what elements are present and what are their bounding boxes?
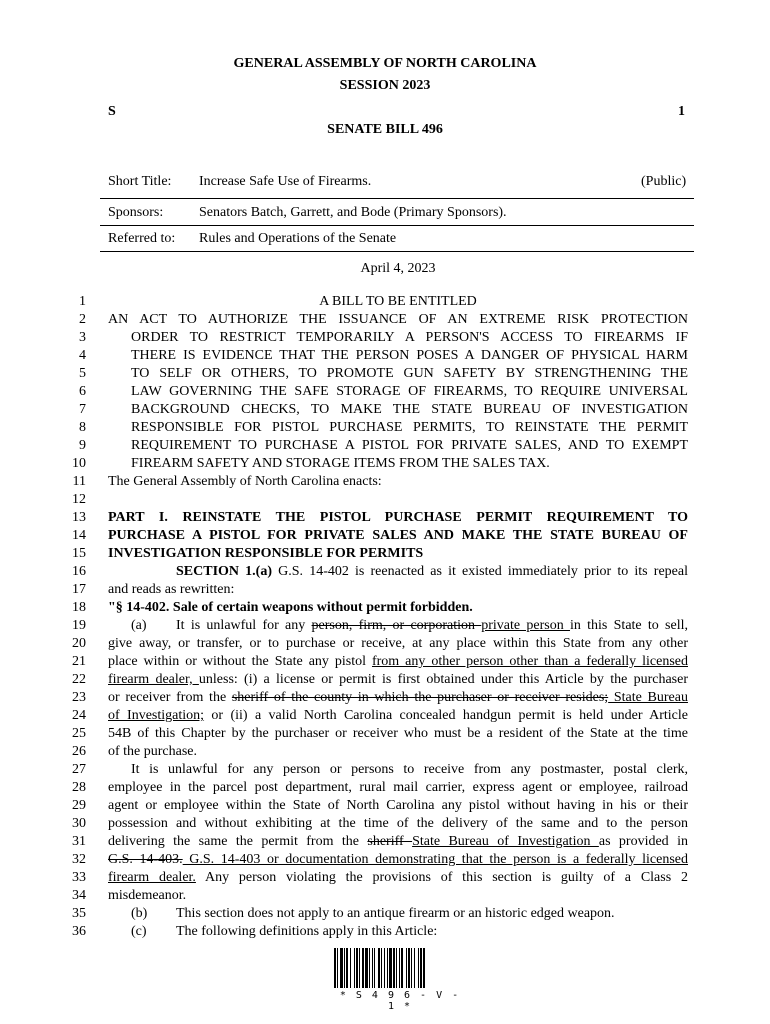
barcode-bar [399,948,400,988]
line-number: 27 [72,762,86,777]
barcode-bar [340,948,343,988]
line-number: 16 [72,564,86,579]
barcode-bar [408,948,410,988]
line-number: 20 [72,636,86,651]
section-line: and reads as rewritten: [108,582,235,597]
statute-line: It is unlawful for any person or persons to receive from any postmaster, postal clerk, [131,762,688,777]
statute-line [108,851,688,869]
line-number: 32 [72,852,86,867]
subsection-label: (c) [131,924,147,939]
line-number: 30 [72,816,86,831]
barcode-bar [365,948,368,988]
line-number: 12 [72,492,86,507]
meta-divider [100,225,694,226]
act-title-line: FIREARM SAFETY AND STORAGE ITEMS FROM THE SALES TAX. [131,456,550,471]
line-number: 11 [72,474,86,489]
struck-text: sheriff [367,834,413,849]
line-number: 25 [72,726,86,741]
act-title-line: TO SELF OR OTHERS, TO PROMOTE GUN SAFETY BY STRENGTHENING THE [131,366,688,381]
part-heading-line: PART I. REINSTATE THE PISTOL PURCHASE PERMIT REQUIREMENT TO [108,510,688,525]
line-number: 3 [79,330,86,345]
bill-date: April 4, 2023 [360,261,436,276]
line-number: 26 [72,744,86,759]
statute-line: give away, or transfer, or to purchase or receive, at any place within this State from any other [108,636,688,651]
inserted-text: from any other person other than a federally licensed [371,654,688,669]
statute-line [108,869,688,887]
line-number: 8 [79,420,86,435]
line-number: 13 [72,510,86,525]
barcode-bar [389,948,392,988]
text-run: in this State to sell, [569,618,688,633]
barcode-bar [359,948,360,988]
barcode-bar [337,948,338,988]
text-run: as provided in [598,834,688,849]
text-run: unless: (i) a license or permit is first obtained under this Article by the purchaser [198,672,688,687]
barcode-bar [423,948,425,988]
section-text: G.S. 14-402 is reenacted as it existed immediately prior to its repeal [272,564,688,579]
short-title-label: Short Title: [108,174,172,189]
inserted-text: State Bureau [608,690,688,705]
inserted-text: G.S. 14-403 or documentation demonstrating that the person is a federally licensed [182,852,689,867]
assembly-heading: GENERAL ASSEMBLY OF NORTH CAROLINA [233,56,537,71]
line-number: 14 [72,528,86,543]
line-number: 35 [72,906,86,921]
statute-line [108,689,688,707]
barcode-image [334,948,466,988]
statute-line: employee in the parcel post department, rural mail carrier, express agent or employee, railroad [108,780,688,795]
meta-divider [100,198,694,199]
barcode-bar [354,948,355,988]
text-run: Any person violating the provisions of this section is guilty of a Class 2 [195,870,688,885]
barcode-bar [350,948,351,988]
act-title-line: RESPONSIBLE FOR PISTOL PURCHASE PERMITS, TO REINSTATE THE PERMIT [131,420,688,435]
act-title-line: LAW GOVERNING THE SAFE STORAGE OF FIREARMS, TO REQUIRE UNIVERSAL [131,384,688,399]
text-run: delivering the same the permit from the [108,834,368,849]
bill-title: SENATE BILL 496 [327,122,443,137]
barcode-bar [369,948,370,988]
section-line [176,563,688,581]
short-title-value: Increase Safe Use of Firearms. [199,174,372,189]
line-number: 7 [79,402,86,417]
line-number: 1 [79,294,86,309]
barcode-bar [378,948,380,988]
subsection-label: (b) [131,906,148,921]
act-title-line: ORDER TO RESTRICT TEMPORARILY A PERSON'S ACCESS TO FIREARMS IF [131,330,688,345]
line-number: 29 [72,798,86,813]
line-number: 17 [72,582,86,597]
inserted-text: firearm dealer. [108,870,196,885]
statute-line [108,833,688,851]
barcode-bar [420,948,422,988]
subsection-label: (a) [131,618,147,633]
barcode-bar [396,948,397,988]
line-number: 19 [72,618,86,633]
statute-line [176,617,688,635]
sponsors-value: Senators Batch, Garrett, and Bode (Primary Sponsors). [199,205,507,220]
line-number: 6 [79,384,86,399]
barcode-bar [346,948,348,988]
statute-line [108,707,688,725]
statute-line: possession and without exhibiting at the time of the delivery of the same and to the person [108,816,688,831]
referred-value: Rules and Operations of the Senate [199,231,397,246]
barcode-bar [381,948,382,988]
line-number: 23 [72,690,86,705]
statute-line: This section does not apply to an antique firearm or an historic edged weapon. [176,906,615,921]
bill-entitled-heading: A BILL TO BE ENTITLED [319,294,477,309]
text-run: or (ii) a valid North Carolina concealed handgun permit is held under Article [204,708,688,723]
line-number: 33 [72,870,86,885]
barcode-bar [401,948,403,988]
chamber-letter: S [108,104,116,119]
barcode-text: * S 4 9 6 - V - 1 * [339,990,461,1012]
statute-line: agent or employee within the State of North Carolina any pistol without having in his or their [108,798,688,813]
version-number: 1 [678,104,685,119]
statute-line: The following definitions apply in this Article: [176,924,438,939]
line-number: 36 [72,924,86,939]
barcode-bar [411,948,412,988]
text-run: It is unlawful for any [176,618,312,633]
short-title-type: (Public) [641,174,687,189]
struck-text: person, firm, or corporation [311,618,482,633]
barcode-bar [414,948,415,988]
line-number: 31 [72,834,86,849]
barcode-bar [362,948,364,988]
line-number: 15 [72,546,86,561]
line-number: 10 [72,456,86,471]
inserted-text: private person [481,618,570,633]
line-number: 5 [79,366,86,381]
inserted-text: of Investigation; [108,708,205,723]
inserted-text: State Bureau of Investigation [412,834,599,849]
line-number: 28 [72,780,86,795]
barcode-bar [334,948,336,988]
meta-divider [100,251,694,252]
struck-text: sheriff of the county in which the purchaser or receiver resides; [231,690,609,705]
referred-label: Referred to: [108,231,176,246]
line-number: 2 [79,312,86,327]
act-title-line: BACKGROUND CHECKS, TO MAKE THE STATE BUREAU OF INVESTIGATION [131,402,688,417]
line-number: 34 [72,888,86,903]
enacting-clause: The General Assembly of North Carolina enacts: [108,474,382,489]
section-label: SECTION 1.(a) [176,564,272,579]
text-run: place within or without the State any pistol [108,654,372,669]
barcode-bar [384,948,385,988]
statute-line [108,671,688,689]
inserted-text: firearm dealer, [108,672,199,687]
line-number: 18 [72,600,86,615]
session-heading: SESSION 2023 [339,78,431,93]
sponsors-label: Sponsors: [108,205,164,220]
statute-heading: "§ 14-402. Sale of certain weapons without permit forbidden. [108,600,473,615]
part-heading-line: INVESTIGATION RESPONSIBLE FOR PERMITS [108,546,424,561]
line-number: 21 [72,654,86,669]
line-number: 22 [72,672,86,687]
struck-text: G.S. 14-403. [108,852,183,867]
barcode-bar [344,948,345,988]
barcode-bar [418,948,419,988]
statute-line: misdemeanor. [108,888,187,903]
line-number: 24 [72,708,86,723]
text-run: or receiver from the [108,690,232,705]
statute-line: of the purchase. [108,744,198,759]
line-number: 4 [79,348,86,363]
barcode-bar [374,948,375,988]
barcode-bar [356,948,358,988]
part-heading-line: PURCHASE A PISTOL FOR PRIVATE SALES AND MAKE THE STATE BUREAU OF [108,528,688,543]
statute-line [108,653,688,671]
barcode-bar [387,948,388,988]
statute-line: 54B of this Chapter by the purchaser or receiver who must be a resident of the State at the time [108,726,688,741]
barcode-bar [393,948,395,988]
act-title-line: AN ACT TO AUTHORIZE THE ISSUANCE OF AN EXTREME RISK PROTECTION [108,312,688,327]
act-title-line: REQUIREMENT TO PURCHASE A PISTOL FOR PRIVATE SALES, AND TO EXEMPT [131,438,688,453]
act-title-line: THERE IS EVIDENCE THAT THE PERSON POSES A DANGER OF PHYSICAL HARM [131,348,688,363]
line-number: 9 [79,438,86,453]
barcode-bar [372,948,373,988]
barcode-bar [406,948,407,988]
